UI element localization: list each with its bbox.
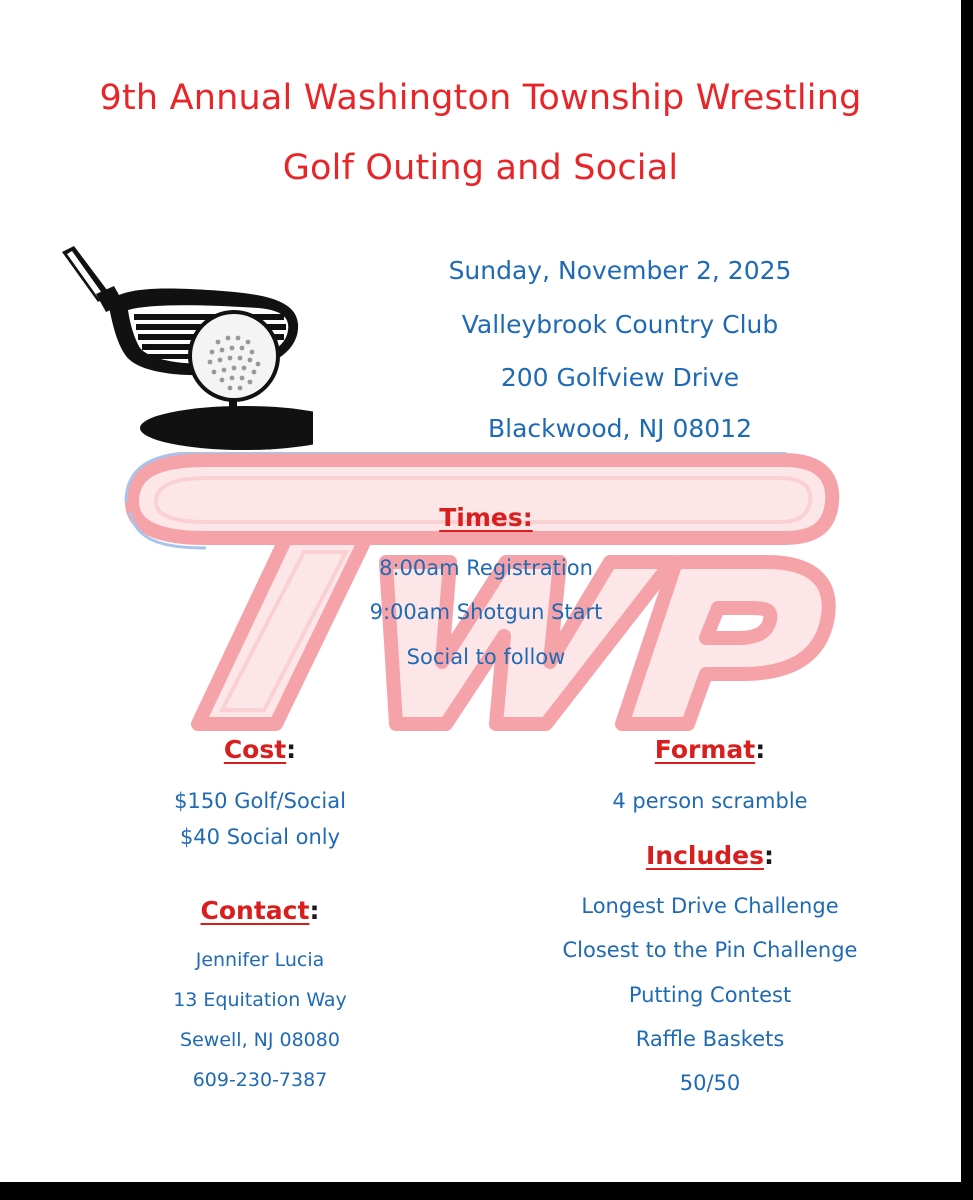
includes-heading	[530, 840, 890, 872]
times-heading-text: Times:	[439, 503, 533, 532]
contact-heading-colon: :	[309, 896, 320, 925]
contact-heading	[110, 895, 410, 927]
contact-heading-text: Contact	[200, 896, 310, 925]
contact-name: Jennifer Lucia	[195, 949, 325, 971]
includes-item: Putting Contest	[628, 983, 792, 1007]
includes-heading-text: Includes	[645, 841, 765, 870]
times-item: 9:00am Shotgun Start	[369, 600, 603, 624]
cost-item: $150 Golf/Social	[174, 789, 346, 813]
format-heading-text: Format	[654, 735, 756, 764]
format-heading	[530, 734, 890, 766]
contact-phone: 609-230-7387	[192, 1069, 328, 1091]
includes-item: Longest Drive Challenge	[581, 894, 839, 918]
cost-heading	[110, 734, 410, 766]
includes-item: Closest to the Pin Challenge	[562, 938, 858, 962]
flyer-title-line-1: 9th Annual Washington Township Wrestling	[99, 78, 862, 118]
golf-club-and-ball-icon	[58, 246, 313, 458]
format-item: 4 person scramble	[612, 789, 808, 813]
flyer-title-line-2: Golf Outing and Social	[282, 148, 679, 188]
event-date: Sunday, November 2, 2025	[448, 256, 792, 285]
includes-item: 50/50	[679, 1071, 741, 1095]
event-venue: Valleybrook Country Club	[461, 310, 779, 339]
times-item: Social to follow	[406, 645, 566, 669]
format-heading-colon: :	[755, 735, 766, 764]
event-city: Blackwood, NJ 08012	[488, 414, 752, 443]
contact-street: 13 Equitation Way	[173, 989, 347, 1011]
contact-city: Sewell, NJ 08080	[180, 1029, 340, 1051]
cost-heading-text: Cost	[223, 735, 287, 764]
event-street: 200 Golfview Drive	[500, 363, 740, 392]
twp-watermark-logo	[116, 452, 846, 734]
includes-heading-colon: :	[764, 841, 775, 870]
cost-heading-colon: :	[286, 735, 297, 764]
times-item: 8:00am Registration	[379, 556, 593, 580]
includes-item: Raffle Baskets	[635, 1027, 785, 1051]
cost-item: $40 Social only	[179, 825, 341, 849]
times-heading	[336, 502, 636, 534]
